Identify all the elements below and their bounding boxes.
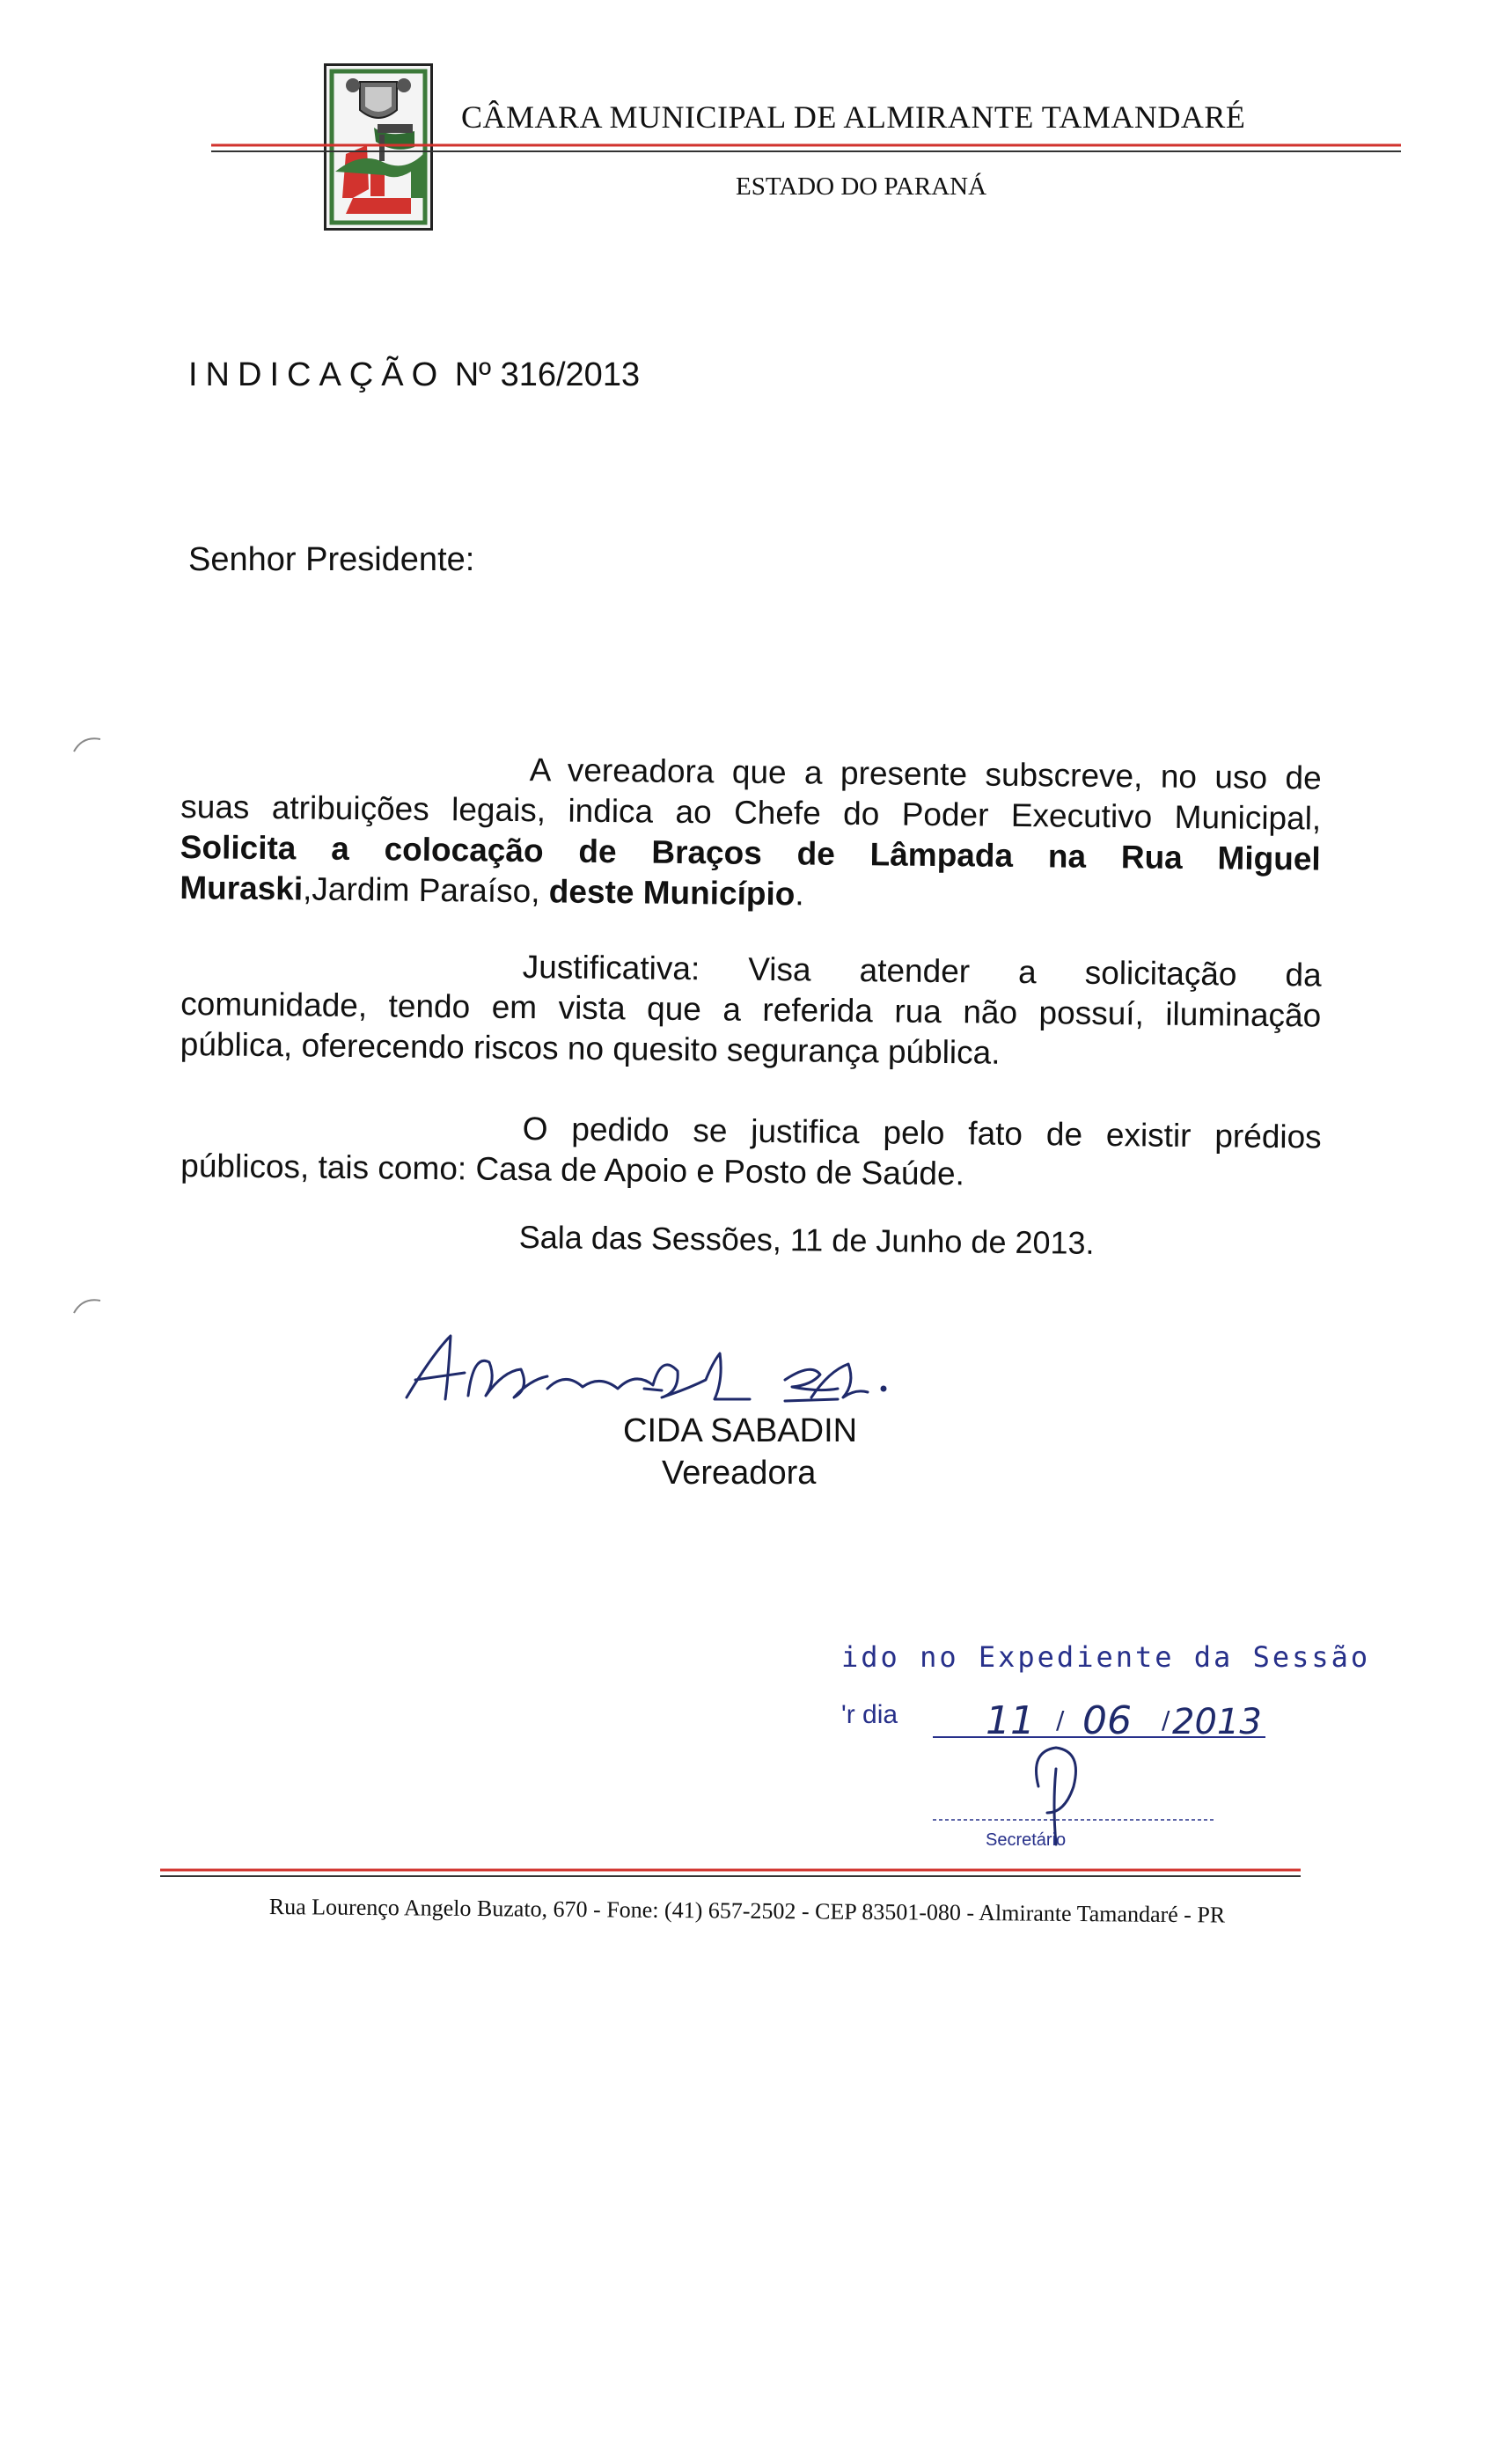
stamp-secretary-label: Secretário	[986, 1830, 1067, 1850]
justification-line-3: pública, oferecendo riscos no quesito segurança pública.	[180, 1025, 1001, 1071]
punch-mark-top	[70, 730, 106, 757]
footer-rule	[160, 1867, 1301, 1881]
reception-stamp	[792, 1637, 1285, 1848]
justification-line-1: Justificativa: Visa atender a solicitação da	[522, 949, 1322, 994]
request-line-4-end: .	[795, 876, 804, 913]
punch-mark-bottom	[70, 1292, 106, 1318]
handwritten-signature	[398, 1318, 899, 1415]
justification-paragraph	[180, 943, 1322, 1077]
request-line-2: suas atribuições legais, indica ao Chefe do Poder Executivo Municipal,	[180, 788, 1322, 837]
document-number	[188, 356, 640, 394]
justification-line-2: comunidade, tendo em vista que a referida rua não possuí, iluminação	[180, 985, 1322, 1034]
document-number-prefix: INDICAÇÃO	[188, 356, 446, 393]
request-street-bold: Muraski	[180, 869, 304, 907]
request-municipality-bold: deste Município	[548, 873, 796, 913]
request-line-1: A vereadora que a presente subscreve, no uso de	[529, 752, 1322, 796]
chamber-title: CÂMARA MUNICIPAL DE ALMIRANTE TAMANDARÉ	[461, 99, 1246, 135]
request-line-3-bold: Solicita a colocação de Braços de Lâmpada na Rua Miguel	[180, 828, 1321, 877]
salutation: Senhor Presidente:	[188, 541, 475, 578]
signer-name: CIDA SABADIN	[623, 1412, 858, 1449]
document-number-value: 316/2013	[500, 356, 641, 393]
document-number-symbol: Nº	[454, 356, 492, 393]
reason-line-1: O pedido se justifica pelo fato de existir prédios	[522, 1111, 1322, 1155]
stamp-slash-2: /	[1162, 1705, 1170, 1734]
signer-role: Vereadora	[662, 1455, 817, 1492]
stamp-year: 2013	[1172, 1702, 1262, 1742]
session-date-line: Sala das Sessões, 11 de Junho de 2013.	[518, 1219, 1095, 1261]
request-neighborhood: ,Jardim Paraíso,	[302, 870, 540, 910]
stamp-slash-1: /	[1056, 1705, 1065, 1734]
stamp-expediente-text: ido no Expediente da Sessão	[841, 1640, 1371, 1674]
request-paragraph	[180, 746, 1322, 920]
header-rule	[211, 143, 1401, 157]
stamp-month: 06	[1082, 1698, 1132, 1743]
stamp-date-prefix: 'r dia	[841, 1700, 898, 1729]
footer-address: Rua Lourenço Angelo Buzato, 670 - Fone: (41) 657-2502 - CEP 83501-080 - Almirante Tamandaré - PR	[268, 1894, 1226, 1928]
reason-paragraph	[180, 1105, 1322, 1199]
stamp-day: 11	[986, 1698, 1035, 1743]
reason-line-2: públicos, tais como: Casa de Apoio e Posto de Saúde.	[180, 1147, 965, 1192]
state-subtitle: ESTADO DO PARANÁ	[736, 172, 987, 201]
